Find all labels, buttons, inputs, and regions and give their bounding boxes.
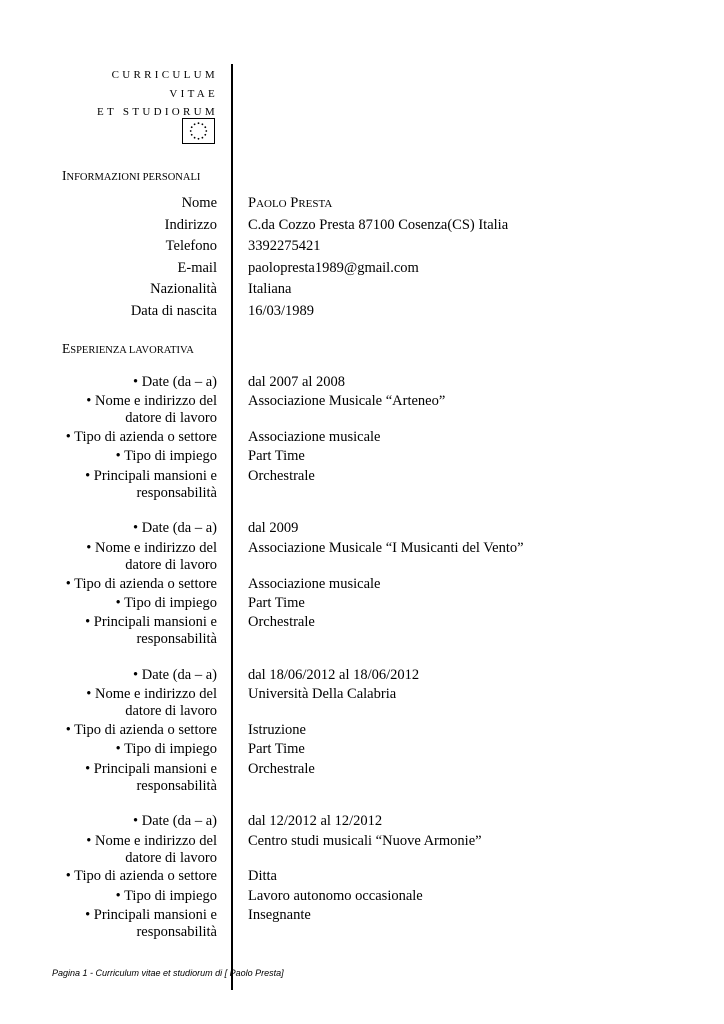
entry-1-dates: dal 2007 al 2008 [248, 374, 346, 390]
value-email: paolopresta1989@gmail.com [248, 260, 419, 276]
eu-flag-icon [182, 118, 215, 144]
entry-2-duties: Orchestrale [248, 614, 315, 630]
entry-1-duties: Orchestrale [248, 468, 315, 484]
section-personal-info: INFORMAZIONI PERSONALI [62, 168, 201, 183]
label-employer-cont: datore di lavoro [125, 410, 217, 426]
entry-1-job-type: Part Time [248, 448, 305, 464]
value-name: PAOLO PRESTA [248, 195, 333, 211]
label-job-type: • Tipo di impiego [115, 888, 217, 904]
entry-1-sector: Associazione musicale [248, 429, 381, 445]
entry-4-sector: Ditta [248, 868, 277, 884]
entry-2-sector: Associazione musicale [248, 576, 381, 592]
entry-1-employer: Associazione Musicale “Arteneo” [248, 393, 446, 409]
entry-4-dates: dal 12/2012 al 12/2012 [248, 813, 383, 829]
doc-title-line-1: CURRICULUM [111, 69, 218, 81]
label-job-type: • Tipo di impiego [115, 595, 217, 611]
entry-3-dates: dal 18/06/2012 al 18/06/2012 [248, 667, 420, 683]
label-birth-date: Data di nascita [130, 303, 217, 319]
entry-3-sector: Istruzione [248, 722, 306, 738]
label-duties: • Principali mansioni e [85, 907, 217, 923]
label-duties-cont: responsabilità [136, 485, 217, 501]
value-nationality: Italiana [248, 281, 292, 297]
label-name: Nome [181, 195, 217, 211]
label-duties: • Principali mansioni e [85, 614, 217, 630]
entry-2-dates: dal 2009 [248, 520, 299, 536]
value-birth-date: 16/03/1989 [248, 303, 315, 319]
value-phone: 3392275421 [248, 238, 321, 254]
label-duties-cont: responsabilità [136, 631, 217, 647]
label-phone: Telefono [165, 238, 217, 254]
label-employer: • Nome e indirizzo del [86, 393, 217, 409]
section-work-experience: ESPERIENZA LAVORATIVA [62, 341, 194, 356]
label-dates: • Date (da – a) [133, 667, 217, 683]
label-job-type: • Tipo di impiego [115, 741, 217, 757]
label-sector: • Tipo di azienda o settore [65, 429, 217, 445]
label-dates: • Date (da – a) [133, 374, 217, 390]
label-dates: • Date (da – a) [133, 813, 217, 829]
entry-2-employer: Associazione Musicale “I Musicanti del Vento” [248, 540, 524, 556]
label-nationality: Nazionalità [150, 281, 217, 297]
entry-4-job-type: Lavoro autonomo occasionale [248, 888, 423, 904]
label-sector: • Tipo di azienda o settore [65, 868, 217, 884]
label-duties: • Principali mansioni e [85, 468, 217, 484]
doc-title-line-3: ET STUDIORUM [97, 106, 218, 118]
value-address: C.da Cozzo Presta 87100 Cosenza(CS) Italia [248, 217, 509, 233]
label-employer-cont: datore di lavoro [125, 703, 217, 719]
label-employer: • Nome e indirizzo del [86, 540, 217, 556]
label-dates: • Date (da – a) [133, 520, 217, 536]
label-duties-cont: responsabilità [136, 924, 217, 940]
column-divider [231, 64, 233, 990]
label-duties-cont: responsabilità [136, 778, 217, 794]
entry-3-duties: Orchestrale [248, 761, 315, 777]
label-employer-cont: datore di lavoro [125, 850, 217, 866]
entry-4-duties: Insegnante [248, 907, 311, 923]
label-job-type: • Tipo di impiego [115, 448, 217, 464]
entry-2-job-type: Part Time [248, 595, 305, 611]
label-address: Indirizzo [164, 217, 217, 233]
doc-title-line-2: VITAE [169, 88, 218, 100]
label-employer-cont: datore di lavoro [125, 557, 217, 573]
label-sector: • Tipo di azienda o settore [65, 722, 217, 738]
entry-4-employer: Centro studi musicali “Nuove Armonie” [248, 833, 482, 849]
label-employer: • Nome e indirizzo del [86, 686, 217, 702]
page-footer: Pagina 1 - Curriculum vitae et studiorum di [ Paolo Presta] [52, 968, 284, 978]
entry-3-employer: Università Della Calabria [248, 686, 397, 702]
label-email: E-mail [177, 260, 217, 276]
label-sector: • Tipo di azienda o settore [65, 576, 217, 592]
label-employer: • Nome e indirizzo del [86, 833, 217, 849]
entry-3-job-type: Part Time [248, 741, 305, 757]
label-duties: • Principali mansioni e [85, 761, 217, 777]
